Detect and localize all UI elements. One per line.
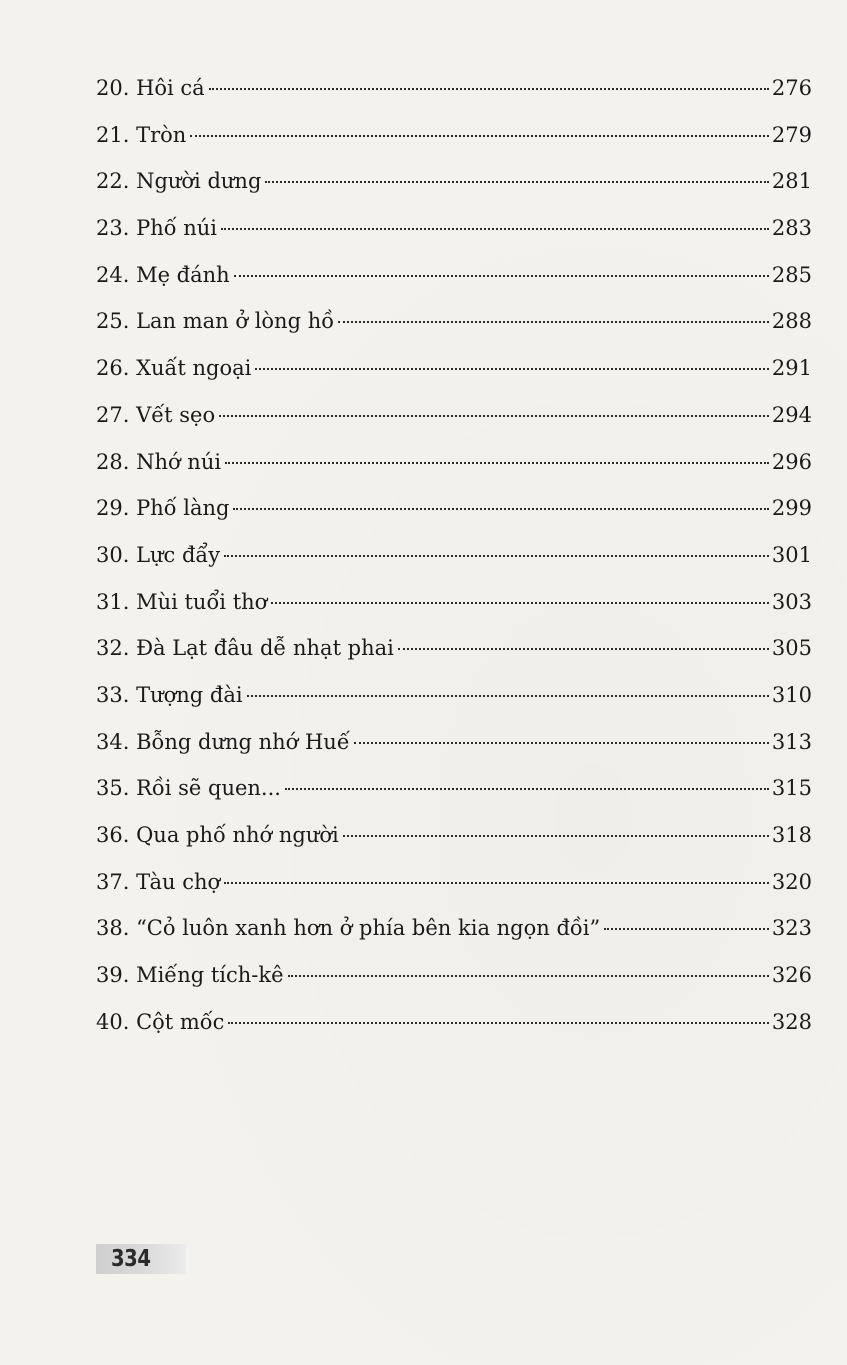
- dot-leader: [247, 695, 769, 697]
- toc-entry-title: 36. Qua phố nhớ người: [96, 823, 339, 847]
- toc-entry-title: 22. Người dưng: [96, 169, 262, 194]
- toc-entry: [96, 584, 812, 631]
- toc-entry-title: 21. Tròn: [96, 122, 187, 147]
- toc-entry-title: 37. Tàu chợ: [96, 869, 221, 894]
- toc-entry-page: 281: [771, 169, 812, 194]
- toc-entry-page: 318: [771, 823, 812, 847]
- toc-entry-page: 276: [771, 76, 812, 100]
- toc-entry-page: 313: [771, 729, 812, 754]
- toc-entry: [96, 397, 812, 444]
- toc-entry-title: 20. Hôi cá: [96, 76, 205, 100]
- table-of-contents: [96, 70, 812, 1050]
- toc-entry: [96, 817, 812, 864]
- toc-entry-page: 326: [771, 963, 812, 988]
- toc-entry: [96, 770, 812, 817]
- toc-entry-page: 323: [771, 916, 812, 941]
- toc-entry-title: 32. Đà Lạt đâu dễ nhạt phai: [96, 636, 394, 661]
- dot-leader: [354, 742, 769, 744]
- toc-entry: [96, 70, 812, 117]
- toc-entry-page: 303: [771, 589, 812, 614]
- toc-entry-title: 27. Vết sẹo: [96, 402, 216, 427]
- toc-entry-title: 40. Cột mốc: [96, 1009, 225, 1034]
- toc-entry-page: 296: [771, 449, 812, 474]
- dot-leader: [265, 181, 769, 183]
- toc-entry-title: 24. Mẹ đánh: [96, 262, 230, 287]
- dot-leader: [604, 928, 769, 930]
- toc-entry: [96, 303, 812, 350]
- dot-leader: [285, 788, 769, 790]
- dot-leader: [255, 368, 769, 370]
- toc-entry-page: 279: [771, 122, 812, 147]
- dot-leader: [288, 975, 769, 977]
- page-number: 334: [111, 1246, 151, 1272]
- dot-leader: [271, 602, 769, 604]
- toc-entry: [96, 117, 812, 164]
- toc-entry-title: 23. Phố núi: [96, 216, 218, 241]
- toc-entry-page: 285: [771, 262, 812, 287]
- dot-leader: [343, 835, 769, 837]
- toc-entry: [96, 210, 812, 257]
- toc-entry-page: 291: [771, 356, 812, 381]
- toc-entry: [96, 163, 812, 210]
- toc-entry-page: 310: [771, 682, 812, 707]
- toc-entry: [96, 257, 812, 304]
- toc-entry-title: 33. Tượng đài: [96, 682, 243, 707]
- toc-entry: [96, 724, 812, 771]
- toc-entry-page: 283: [771, 216, 812, 241]
- toc-entry-page: 294: [771, 402, 812, 427]
- toc-entry-title: 34. Bỗng dưng nhớ Huế: [96, 729, 350, 754]
- toc-entry-title: 38. “Cỏ luôn xanh hơn ở phía bên kia ngọn đồi”: [96, 916, 601, 941]
- toc-entry: [96, 490, 812, 537]
- dot-leader: [338, 321, 769, 323]
- dot-leader: [224, 882, 769, 884]
- toc-entry-page: 328: [771, 1009, 812, 1034]
- toc-entry-title: 30. Lực đẩy: [96, 542, 221, 567]
- dot-leader: [398, 648, 769, 650]
- toc-entry: [96, 350, 812, 397]
- toc-entry-title: 29. Phố làng: [96, 496, 230, 521]
- toc-entry: [96, 630, 812, 677]
- toc-entry-page: 288: [771, 309, 812, 334]
- toc-entry-title: 31. Mùi tuổi thơ: [96, 589, 268, 614]
- toc-entry-page: 320: [771, 869, 812, 894]
- dot-leader: [224, 555, 769, 557]
- dot-leader: [190, 135, 769, 137]
- toc-entry: [96, 1004, 812, 1051]
- toc-entry-title: 35. Rồi sẽ quen...: [96, 776, 281, 801]
- toc-entry-page: 315: [771, 776, 812, 801]
- toc-entry: [96, 537, 812, 584]
- dot-leader: [234, 275, 769, 277]
- toc-entry-title: 25. Lan man ở lòng hồ: [96, 309, 335, 334]
- toc-entry: [96, 444, 812, 491]
- toc-entry-title: 28. Nhớ núi: [96, 449, 222, 474]
- toc-entry: [96, 957, 812, 1004]
- dot-leader: [225, 462, 769, 464]
- toc-entry: [96, 677, 812, 724]
- toc-entry-title: 26. Xuất ngoại: [96, 356, 252, 381]
- toc-entry-page: 301: [771, 542, 812, 567]
- toc-entry: [96, 910, 812, 957]
- dot-leader: [219, 415, 769, 417]
- toc-entry-page: 305: [771, 636, 812, 661]
- toc-entry: [96, 864, 812, 911]
- toc-entry-page: 299: [771, 496, 812, 521]
- dot-leader: [228, 1022, 768, 1024]
- dot-leader: [209, 88, 769, 90]
- dot-leader: [221, 228, 769, 230]
- dot-leader: [233, 508, 768, 510]
- toc-entry-title: 39. Miếng tích-kê: [96, 963, 284, 988]
